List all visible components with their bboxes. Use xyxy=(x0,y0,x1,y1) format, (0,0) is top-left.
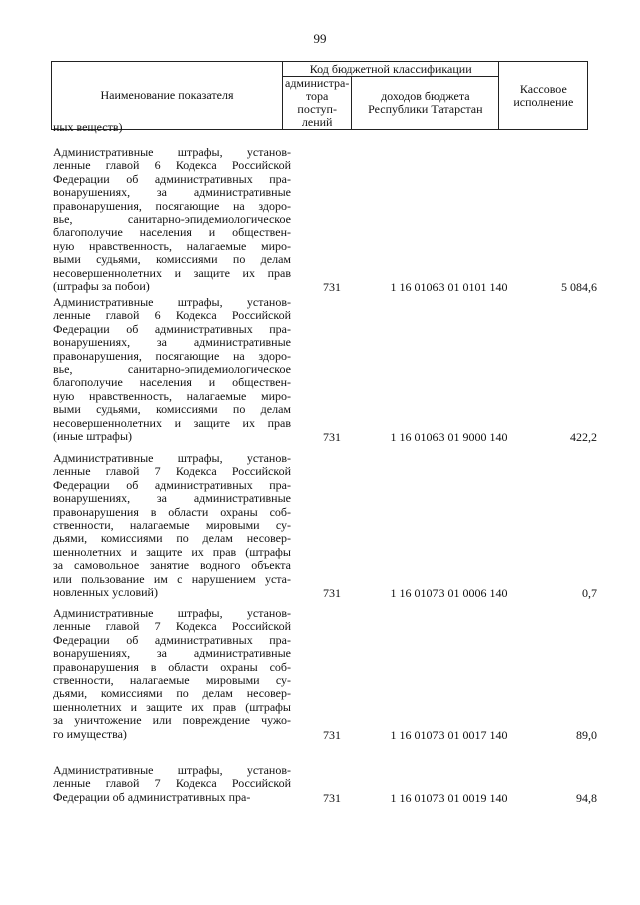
table-row xyxy=(53,764,597,804)
row-description xyxy=(53,146,291,293)
table-row xyxy=(53,452,597,599)
description-line: ную нравственность, налагаемые миро- xyxy=(53,388,291,403)
description-line: го имущества) xyxy=(53,726,127,741)
cash-value: 422,2 xyxy=(570,430,597,444)
description-line: или пользование им с нарушением уста- xyxy=(53,571,291,586)
income-code: 1 16 01073 01 0017 140 xyxy=(390,727,508,742)
description-line: дьями, комиссиями по делам несовер- xyxy=(53,686,291,701)
income-code: 1 16 01073 01 0019 140 xyxy=(390,790,508,805)
description-line: Федерации об административных пра- xyxy=(53,477,291,492)
description-line: за уничтожение или повреждение чужо- xyxy=(53,713,291,728)
header-admin-column xyxy=(283,77,352,130)
description-line: ленные главой 7 Кодекса Российской xyxy=(53,464,291,479)
table-row xyxy=(53,296,597,443)
description-line: вье, санитарно-эпидемиологическое xyxy=(53,362,291,377)
header-cash-column xyxy=(499,62,588,130)
admin-code: 731 xyxy=(323,430,341,444)
header-admin-line: лений xyxy=(301,115,333,129)
header-cash-line: Кассовое xyxy=(519,81,567,96)
description-line: правонарушения в области охраны соб- xyxy=(53,504,291,519)
description-line: (штрафы за побои) xyxy=(53,279,150,294)
description-line: Федерации об административных пра- xyxy=(53,171,291,186)
row-description xyxy=(53,764,291,804)
description-line: Федерации об административных пра- xyxy=(53,789,251,804)
header-income-line: доходов бюджета xyxy=(381,89,470,103)
description-line: Административные штрафы, установ- xyxy=(53,145,291,159)
description-line: шеннолетних и защите их прав (штрафы xyxy=(53,699,291,714)
admin-code: 731 xyxy=(323,727,341,742)
description-line: Федерации об административных пра- xyxy=(53,632,291,647)
description-line: вонарушениях, за административные xyxy=(53,491,291,506)
description-line: выми судьями, комиссиями по делам xyxy=(53,402,291,417)
description-line: ленные главой 7 Кодекса Российской xyxy=(53,776,291,791)
description-line: Административные штрафы, установ- xyxy=(53,606,291,620)
cash-value: 94,8 xyxy=(576,790,597,805)
description-line: ную нравственность, налагаемые миро- xyxy=(53,238,291,253)
description-line: за самовольное занятие водного объекта xyxy=(53,558,291,573)
header-income-line: Республики Татарстан xyxy=(368,102,483,116)
description-line: ленные главой 7 Кодекса Российской xyxy=(53,619,291,634)
description-line: ленные главой 6 Кодекса Российской xyxy=(53,308,291,323)
admin-code: 731 xyxy=(323,790,341,805)
description-line: вье, санитарно-эпидемиологическое xyxy=(53,212,291,227)
income-code: 1 16 01073 01 0006 140 xyxy=(390,586,508,600)
description-line: ственности, налагаемые мировыми су- xyxy=(53,518,291,533)
table-row xyxy=(53,146,597,293)
header-income-column xyxy=(352,77,499,130)
row-description xyxy=(53,452,291,599)
description-line: Административные штрафы, установ- xyxy=(53,295,291,309)
continuation-text: ных веществ) xyxy=(53,120,123,134)
description-line: Федерации об административных пра- xyxy=(53,321,291,336)
cash-value: 89,0 xyxy=(576,727,597,742)
header-admin-line: тора поступ- xyxy=(297,89,337,116)
description-line: новленных условий) xyxy=(53,585,158,600)
table-header xyxy=(51,61,588,130)
description-line: вонарушениях, за административные xyxy=(53,646,291,661)
row-description xyxy=(53,607,291,741)
description-line: благополучие населения и обществен- xyxy=(53,375,291,390)
cash-value: 0,7 xyxy=(582,586,597,600)
description-line: (иные штрафы) xyxy=(53,429,133,444)
description-line: благополучие населения и обществен- xyxy=(53,225,291,240)
page-number: 99 xyxy=(313,31,327,46)
admin-code: 731 xyxy=(323,280,341,294)
description-line: Административные штрафы, установ- xyxy=(53,451,291,465)
description-line: ленные главой 6 Кодекса Российской xyxy=(53,158,291,173)
admin-code: 731 xyxy=(323,586,341,600)
description-line: Административные штрафы, установ- xyxy=(53,763,291,777)
description-line: выми судьями, комиссиями по делам xyxy=(53,252,291,267)
header-name-column: Наименование показателя xyxy=(52,62,283,130)
income-code: 1 16 01063 01 0101 140 xyxy=(390,280,508,294)
description-line: ственности, налагаемые мировыми су- xyxy=(53,673,291,688)
description-line: правонарушения, посягающие на здоро- xyxy=(53,348,291,363)
income-code: 1 16 01063 01 9000 140 xyxy=(390,430,508,444)
description-line: правонарушения, посягающие на здоро- xyxy=(53,198,291,213)
description-line: правонарушения в области охраны соб- xyxy=(53,659,291,674)
description-line: несовершеннолетних и защите их прав xyxy=(53,415,291,430)
header-admin-line: администра- xyxy=(285,76,350,90)
description-line: вонарушениях, за административные xyxy=(53,185,291,200)
description-line: дьями, комиссиями по делам несовер- xyxy=(53,531,291,546)
table-row xyxy=(53,607,597,741)
description-line: шеннолетних и защите их прав (штрафы xyxy=(53,544,291,559)
header-cash-line: исполнение xyxy=(513,94,574,109)
header-code-group: Код бюджетной классификации xyxy=(283,62,499,77)
row-description xyxy=(53,296,291,443)
description-line: вонарушениях, за административные xyxy=(53,335,291,350)
description-line: несовершеннолетних и защите их прав xyxy=(53,265,291,280)
cash-value: 5 084,6 xyxy=(561,280,597,294)
